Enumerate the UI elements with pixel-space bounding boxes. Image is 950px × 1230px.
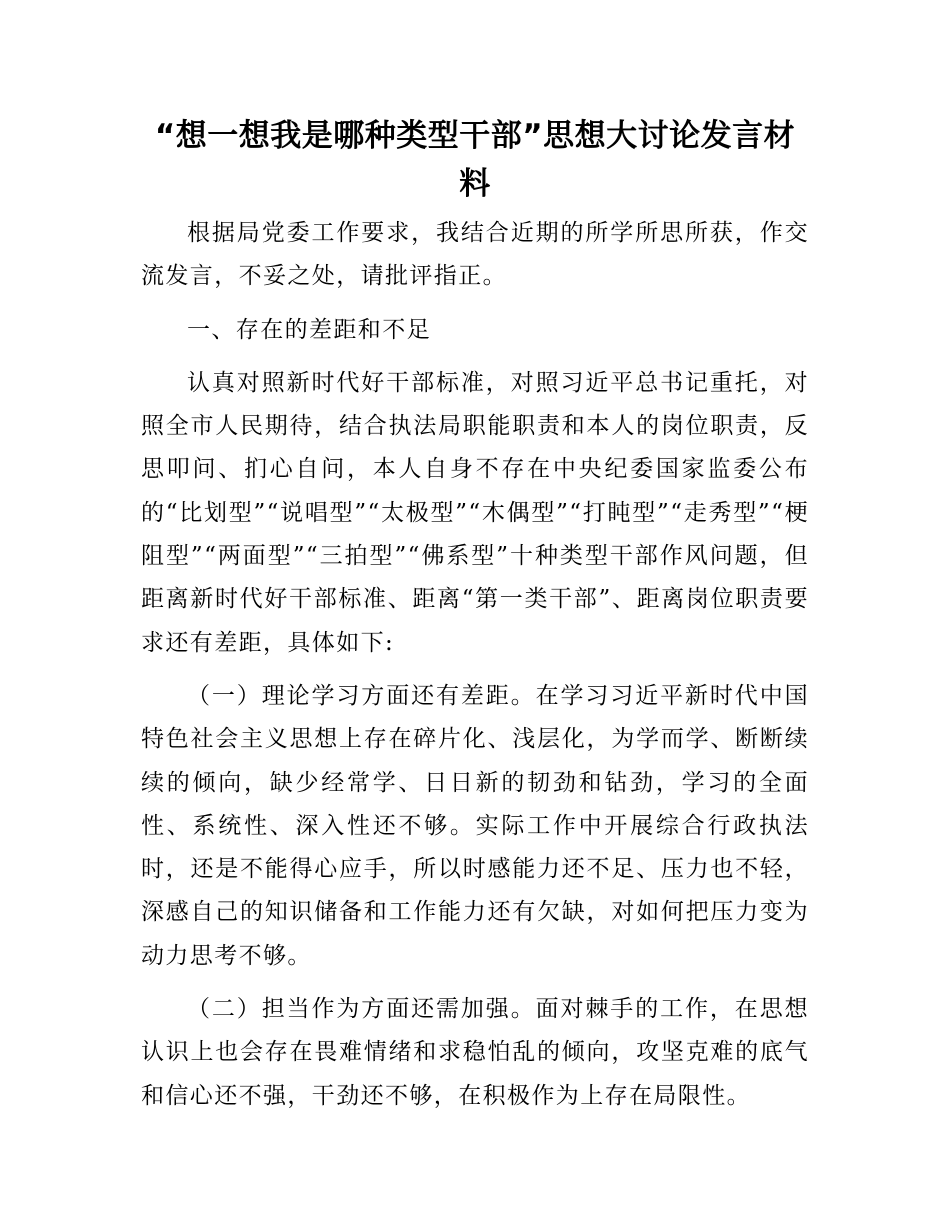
document-title: “想一想我是哪种类型干部”思想大讨论发言材料 [154, 118, 796, 202]
section-heading: 一、存在的差距和不足 [187, 316, 431, 343]
body-paragraph: （二）担当作为方面还需加强。面对棘手的工作，在思想认识上也会存在畏难情绪和求稳怕乱的倾向，攻坚克难的底气和信心还不强，干劲还不够，在积极作为上存在局限性。 [141, 996, 809, 1109]
body-paragraph: （一）理论学习方面还有差距。在学习习近平新时代中国特色社会主义思想上存在碎片化、浅层化，为学而学、断断续续的倾向，缺少经常学、日日新的韧劲和钻劲，学习的全面性、系统性、深入性还不够。实际工作中开展综合行政执法时，还是不能得心应手，所以时感能力还不足、压力也不轻，深感自己的知识储备和工作能力还有欠缺，对如何把压力变为动力思考不够。 [141, 682, 809, 969]
intro-paragraph: 根据局党委工作要求，我结合近期的所学所思所获，作交流发言，不妥之处，请批评指正。 [141, 220, 809, 290]
body-paragraph: 认真对照新时代好干部标准，对照习近平总书记重托，对照全市人民期待，结合执法局职能职责和本人的岗位职责，反思叩问、扪心自问，本人自身不存在中央纪委国家监委公布的“比划型”“说唱型”“太极型”“木偶型”“打盹型”“走秀型”“梗阻型”“两面型”“三拍型”“佛系型”十种类型干部作风问题，但距离新时代好干部标准、距离“第一类干部”、距离岗位职责要求还有差距，具体如下: [141, 369, 809, 656]
document-body [141, 212, 809, 1128]
